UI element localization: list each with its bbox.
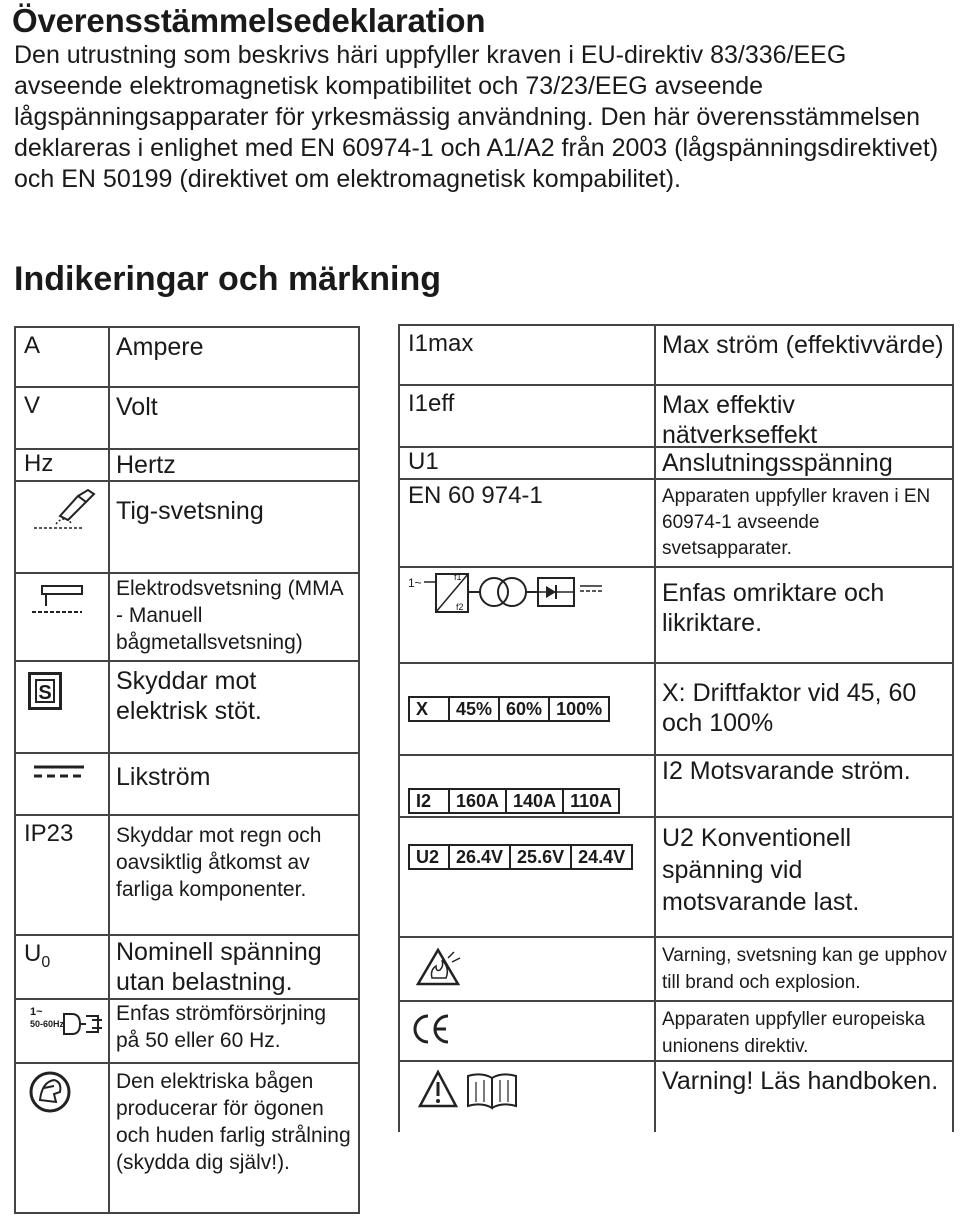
table-row [400,326,954,386]
symbol-cell [16,754,110,814]
table-cell: 24.4V [571,845,632,869]
table-row [400,568,954,664]
symbol-cell [400,938,656,1000]
description-text: Apparaten uppfyller kraven i EN 60974-1 avseende svetsapparater. [662,486,931,559]
description-cell [656,1002,954,1060]
table-cell: X [409,697,449,721]
right-last-row [398,1062,954,1132]
description-text: Ampere [116,333,204,361]
table-row [16,328,360,388]
description-text: Enfas strömförsörjning på 50 eller 60 Hz. [116,1002,327,1052]
description-text: Hertz [116,451,176,479]
description-cell [110,662,360,752]
f2-label: f2 [456,602,464,612]
table-cell: 110A [563,789,619,813]
symbol-cell [16,328,110,386]
description-text: U2 Konventionell spänning vid motsvarande last. [662,824,860,916]
f1-label: f1 [454,572,462,582]
description-cell [110,1000,360,1062]
description-text: Skyddar mot regn och oavsiktlig åtkomst av farliga komponenter. [116,824,322,901]
description-text: Volt [116,393,158,421]
description-cell [110,936,360,998]
symbol-cell [16,388,110,448]
table-row [16,816,360,936]
description-cell [110,574,360,660]
symbol-cell [16,1064,110,1212]
u0-symbol: $U_0$ [24,940,51,971]
symbol-cell [16,450,110,480]
symbol-cell [400,480,656,566]
table-row [400,1002,954,1062]
symbol-cell [16,936,110,998]
description-cell [656,664,954,754]
symbol-text: V [24,392,41,419]
table-row [16,450,360,482]
table-cell: 26.4V [449,845,510,869]
frequency-label: 50-60Hz [30,1019,65,1029]
dc-current-icon [32,762,92,782]
description-text: X: Driftfaktor vid 45, 60 och 100% [662,679,917,737]
symbol-text: Hz [24,450,54,477]
face-shield-icon [28,1070,72,1114]
ce-mark-icon [412,1012,452,1046]
warning-read-manual-icon [416,1068,526,1112]
description-text: Varning! Läs handboken. [662,1067,939,1095]
description-text: Apparaten uppfyller europeiska unionens direktiv. [662,1009,926,1057]
description-cell [656,386,954,446]
table-row [400,756,954,818]
description-text: Likström [116,763,211,791]
description-text: I2 Motsvarande ström. [662,757,911,785]
phase-label: 1~ [408,576,422,590]
fire-warning-icon [414,944,464,990]
symbol-cell [16,662,110,752]
description-text: Max ström (effektivvärde) [662,331,944,359]
description-text: Tig-svetsning [116,497,264,525]
table-row [16,754,360,816]
table-row [400,938,954,1002]
description-cell [656,448,954,478]
symbol-cell [400,664,656,754]
description-cell [110,328,360,386]
table-cell: I2 [409,789,449,813]
tig-torch-icon [26,486,106,536]
duty-cycle-table [408,696,610,722]
description-cell [110,388,360,448]
description-text: Enfas omriktare och likriktare. [662,579,885,637]
section-title: Indikeringar och märkning [14,260,441,298]
table-row [16,1064,360,1214]
symbol-text: I1max [408,330,474,357]
page-title: Överensstämmelsedeklaration [12,2,486,39]
symbol-cell [400,756,656,816]
description-cell [656,326,954,384]
table-row [400,480,954,568]
table-cell: 45% [449,697,499,721]
symbol-text: U1 [408,448,439,475]
description-cell [656,1062,954,1132]
symbol-cell [400,818,656,936]
description-cell [656,480,954,566]
symbol-text: A [24,332,41,359]
single-phase-plug-icon [26,1006,106,1046]
symbol-cell [400,448,656,478]
description-text: Skyddar mot elektrisk stöt. [116,667,262,725]
symbol-cell [400,326,656,384]
table-row [400,818,954,938]
table-row [400,386,954,448]
current-table [408,788,620,814]
table-row [16,1000,360,1064]
inverter-rectifier-icon [408,572,608,618]
symbol-cell [16,1000,110,1062]
symbol-cell [400,1002,656,1060]
description-cell [110,754,360,814]
description-text: Nominell spänning utan belastning. [116,938,322,996]
description-cell [656,818,954,936]
symbol-cell [400,1062,656,1132]
description-text: Anslutningsspänning [662,449,893,477]
description-cell [656,756,954,816]
table-row [16,574,360,662]
table-row [16,936,360,1000]
table-row [16,482,360,574]
description-cell [656,568,954,662]
table-cell: 140A [506,789,563,813]
table-cell: 25.6V [510,845,571,869]
phase-label: 1~ [30,1006,43,1018]
description-cell [110,1064,360,1212]
symbol-cell [16,816,110,934]
symbol-cell [16,574,110,660]
description-cell [110,450,360,480]
left-symbol-table [14,326,360,1214]
electrode-holder-icon [28,582,98,622]
right-symbol-table [398,324,954,1062]
description-text: Max effektiv nätverkseffekt [662,391,818,446]
symbol-text: EN 60 974-1 [408,482,543,509]
s-letter: S [35,679,55,703]
table-row [400,664,954,756]
table-row [400,448,954,480]
symbol-text: IP23 [24,820,74,847]
table-cell: 60% [499,697,549,721]
table-row [16,388,360,450]
table-cell: 160A [449,789,506,813]
symbol-cell [16,482,110,572]
symbol-cell [400,568,656,662]
s-box-icon [28,672,62,710]
declaration-text: Den utrustning som beskrivs häri uppfyller kraven i EU-direktiv 83/336/EEG avseende elektromagnetisk kompatibilitet och 73/23/EEG avseende lågspänningsapparater för yrkesmässig användning. Den här överensstämmelsen deklareras i enlighet med EN 60974-1 och A1/A2 från 2003 (lågspänningsdirektivet) och EN 50199 (direktivet om elektromagnetisk kompabilitet). [14,41,939,193]
symbol-cell [400,386,656,446]
description-text: Den elektriska bågen producerar för ögonen och huden farlig strålning (skydda dig själv!). [116,1070,351,1174]
description-cell [110,482,360,572]
description-text: Elektrodsvetsning (MMA - Manuell bågmetallsvetsning) [116,577,343,654]
symbol-text: I1eff [408,390,455,417]
description-cell [110,816,360,934]
table-row [16,662,360,754]
table-cell: 100% [549,697,609,721]
table-cell: U2 [409,845,449,869]
description-text: Varning, svetsning kan ge upphov till brand och explosion. [662,945,947,993]
voltage-table [408,844,633,870]
description-cell [656,938,954,1000]
